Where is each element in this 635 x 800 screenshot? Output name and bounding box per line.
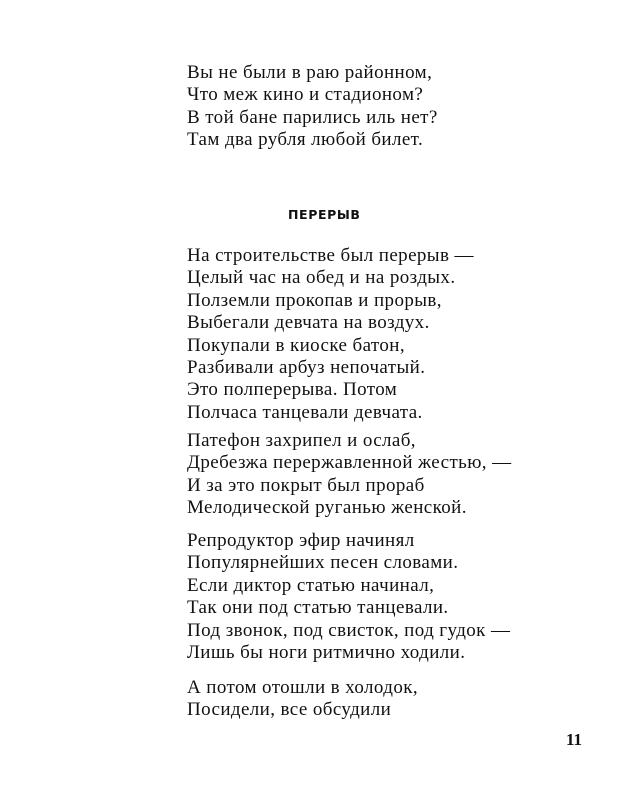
- verse-line: Там два рубля любой билет.: [187, 129, 424, 151]
- verse-line: В той бане парились иль нет?: [187, 106, 438, 128]
- verse-line: Что меж кино и стадионом?: [187, 84, 424, 106]
- verse-line: Целый час на обед и на роздых.: [187, 267, 456, 289]
- verse-line: Мелодической руганью женской.: [187, 497, 467, 519]
- verse-line: Полчаса танцевали девчата.: [187, 401, 423, 423]
- verse-line: Дребезжа перержавленной жестью, —: [187, 452, 512, 474]
- verse-line: Выбегали девчата на воздух.: [187, 312, 430, 334]
- verse-line: Полземли прокопав и прорыв,: [187, 289, 442, 311]
- verse-line: Посидели, все обсудили: [187, 699, 392, 721]
- poem-stanza-2: [187, 430, 512, 520]
- verse-line: Это полперерыва. Потом: [187, 379, 398, 401]
- verse-line: Так они под статью танцевали.: [187, 597, 449, 619]
- poem-stanza-4: [187, 677, 418, 722]
- verse-line: Популярнейших песен словами.: [187, 552, 459, 574]
- poem-stanza-3: [187, 530, 510, 664]
- verse-line: Патефон захрипел и ослаб,: [187, 430, 416, 451]
- verse-line: Репродуктор эфир начинял: [187, 530, 415, 551]
- verse-line: Под звонок, под свисток, под гудок —: [187, 619, 511, 641]
- verse-line: Покупали в киоске батон,: [187, 334, 405, 356]
- page-number: 11: [566, 730, 583, 749]
- verse-line: А потом отошли в холодок,: [187, 677, 419, 698]
- verse-line: Разбивали арбуз непочатый.: [187, 357, 426, 379]
- verse-line: На строительстве был перерыв —: [187, 245, 474, 266]
- verse-line: И за это покрыт был прораб: [187, 474, 425, 496]
- top-stanza: [187, 62, 438, 152]
- verse-line: Лишь бы ноги ритмично ходили.: [187, 642, 466, 664]
- verse-line: Если диктор статью начинал,: [187, 574, 435, 596]
- poem-stanza-1: [187, 245, 474, 424]
- poem-title: ПЕРЕРЫВ: [288, 207, 361, 222]
- verse-line: Вы не были в раю районном,: [187, 62, 433, 83]
